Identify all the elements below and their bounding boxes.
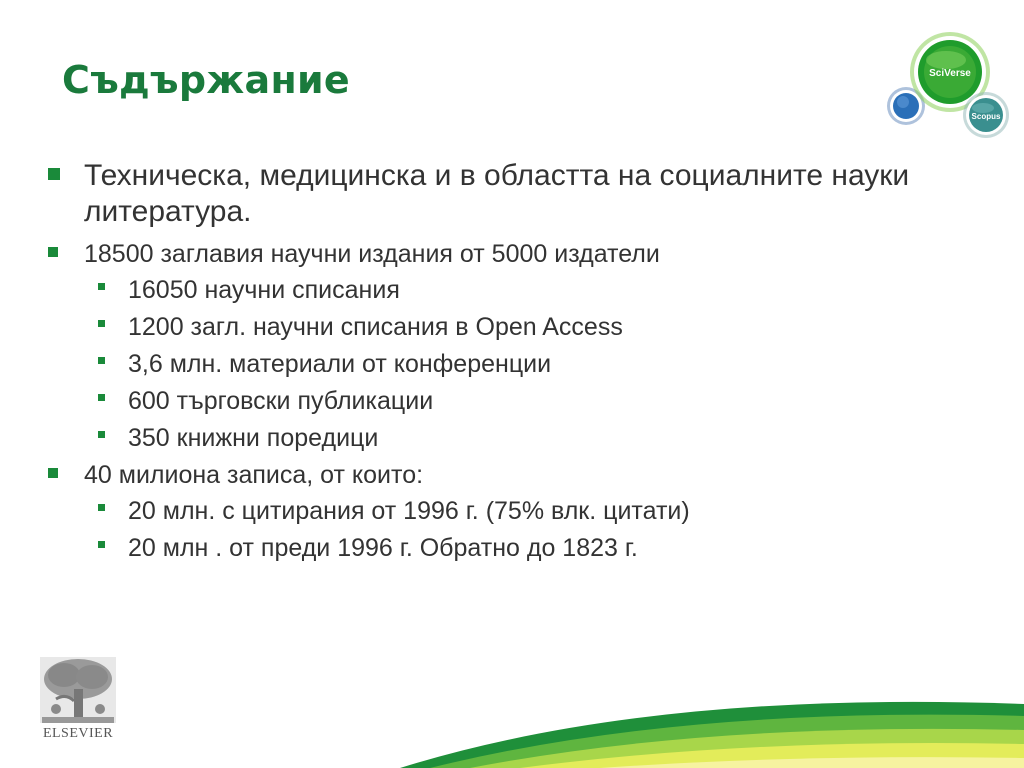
sub-bullet-text: 16050 научни списания [128, 276, 400, 304]
small-square-bullet-icon [98, 320, 105, 327]
bullet-text: Техническа, медицинска и в областта на социалните науки литература. [84, 159, 910, 228]
scopus-label: Scopus [971, 112, 1001, 121]
sub-bullet-text: 20 млн . от преди 1996 г. Обратно до 1823 г. [128, 534, 638, 562]
small-square-bullet-icon [98, 283, 105, 290]
sub-bullet-item [84, 422, 974, 454]
small-square-bullet-icon [98, 504, 105, 511]
small-square-bullet-icon [98, 541, 105, 548]
sub-bullet-text: 3,6 млн. материали от конференции [128, 350, 552, 378]
sub-bullet-list [84, 495, 974, 564]
sub-bullet-item [84, 495, 974, 527]
sub-bullet-text: 20 млн. с цитирания от 1996 г. (75% влк. цитати) [128, 497, 690, 525]
bullet-list [44, 158, 974, 569]
sub-bullet-item [84, 311, 974, 343]
sciverse-scopus-logo [880, 28, 1020, 140]
sub-bullet-item [84, 348, 974, 380]
square-bullet-icon [48, 468, 58, 478]
sub-bullet-list [84, 274, 974, 454]
bullet-text: 18500 заглавия научни издания от 5000 издатели [84, 240, 660, 268]
small-square-bullet-icon [98, 431, 105, 438]
sub-bullet-item [84, 274, 974, 306]
small-square-bullet-icon [98, 357, 105, 364]
small-square-bullet-icon [98, 394, 105, 401]
elsevier-wordmark: ELSEVIER [42, 726, 114, 741]
slide-title: Съдържание [62, 58, 350, 102]
bullet-item [44, 238, 974, 454]
sub-bullet-text: 350 книжни поредици [128, 424, 379, 452]
square-bullet-icon [48, 168, 60, 180]
sub-bullet-text: 1200 загл. научни списания в Open Access [128, 313, 623, 341]
sub-bullet-text: 600 търговски публикации [128, 387, 434, 415]
sciverse-label: SciVerse [929, 68, 971, 79]
sub-bullet-item [84, 532, 974, 564]
decorative-swoosh [0, 680, 1024, 768]
bullet-item [44, 459, 974, 564]
square-bullet-icon [48, 247, 58, 257]
bullet-item [44, 158, 974, 230]
sub-bullet-item [84, 385, 974, 417]
bullet-text: 40 милиона записа, от които: [84, 461, 424, 489]
